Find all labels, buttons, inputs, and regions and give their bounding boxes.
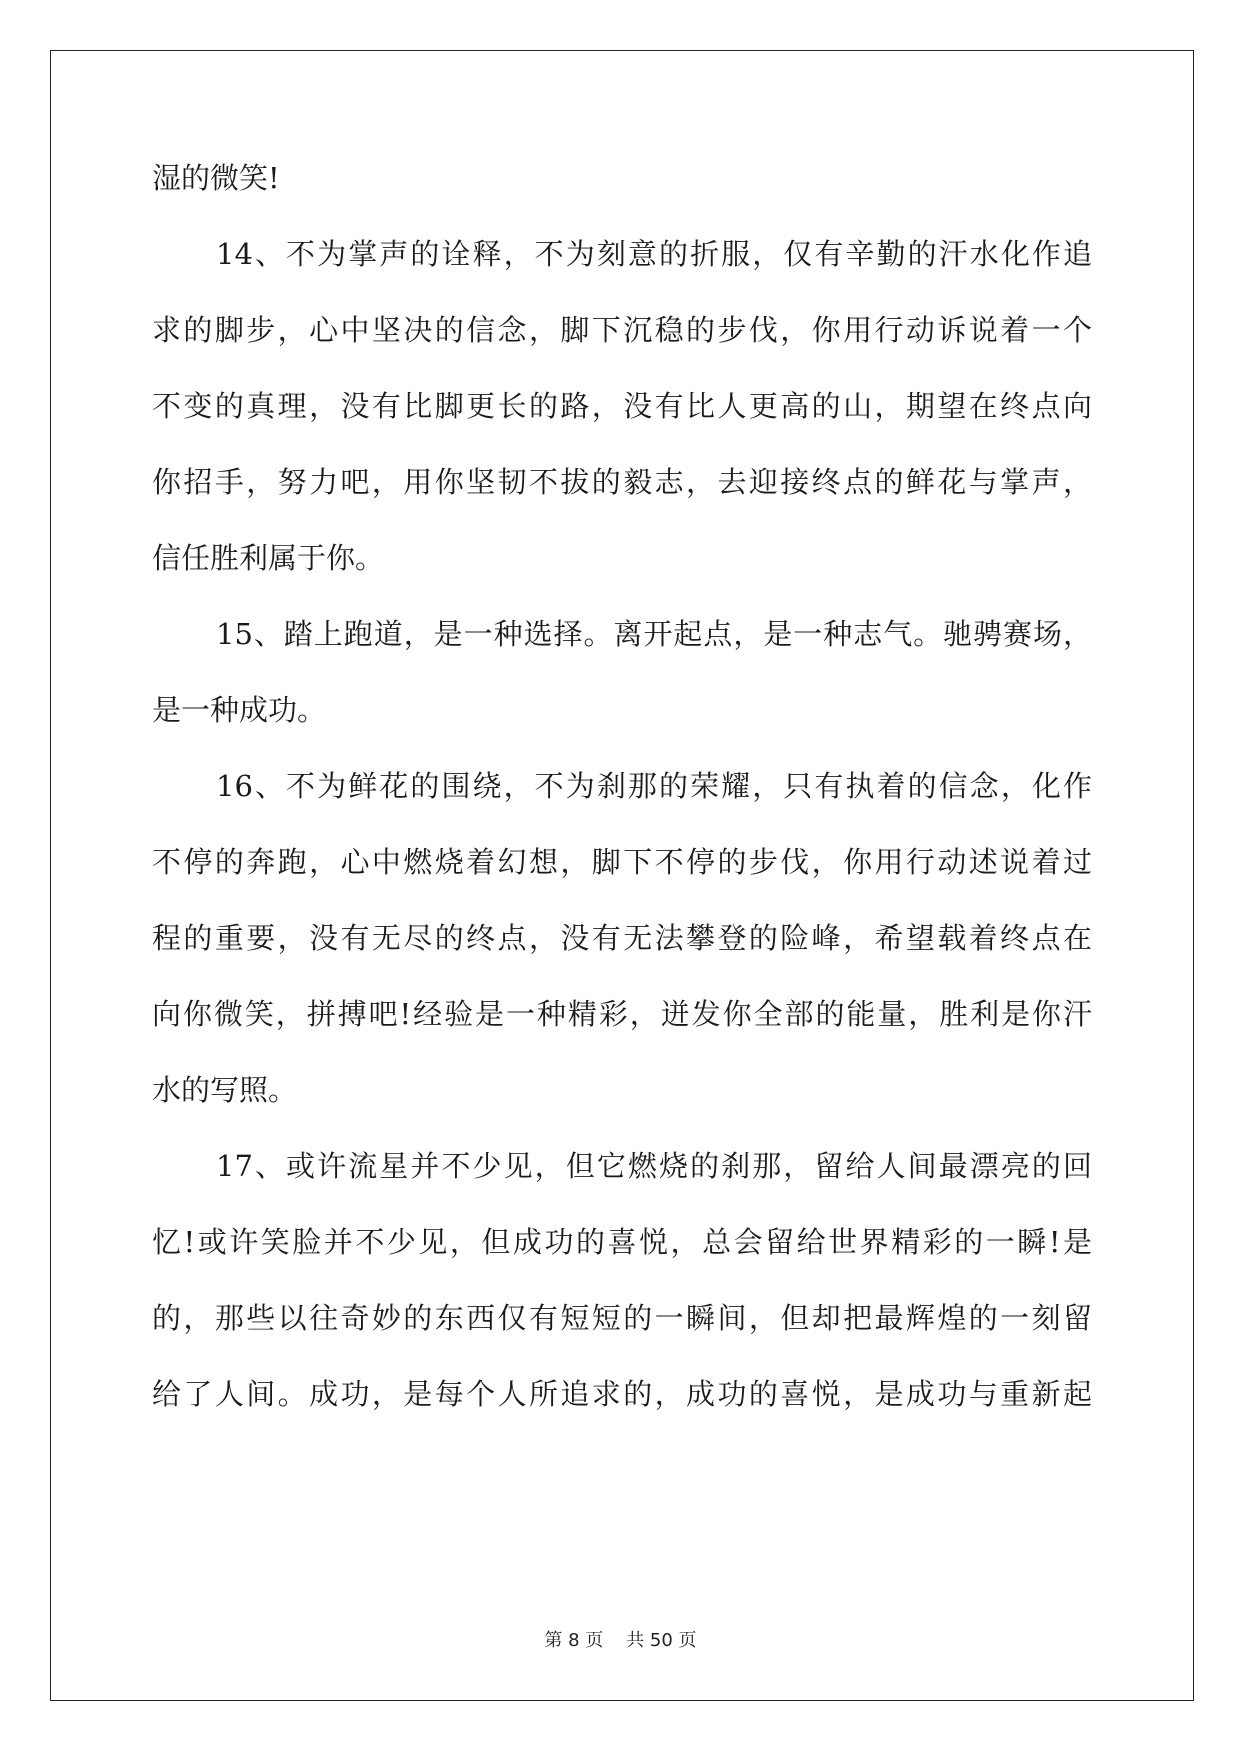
text-line: 给了人间。成功，是每个人所追求的，成功的喜悦，是成功与重新起 <box>152 1377 1092 1411</box>
text-line: 14、不为掌声的诠释，不为刻意的折服，仅有辛勤的汗水化作追 <box>216 237 1092 271</box>
text-line: 忆!或许笑脸并不少见，但成功的喜悦，总会留给世界精彩的一瞬!是 <box>152 1225 1092 1259</box>
text-line: 的，那些以往奇妙的东西仅有短短的一瞬间，但却把最辉煌的一刻留 <box>152 1301 1092 1335</box>
page-footer <box>0 1626 1241 1652</box>
text-line: 水的写照。 <box>152 1073 298 1107</box>
page-number: 第 8 页 共 50 页 <box>544 1630 697 1651</box>
text-line: 16、不为鲜花的围绕，不为刹那的荣耀，只有执着的信念，化作 <box>216 769 1092 803</box>
text-line: 程的重要，没有无尽的终点，没有无法攀登的险峰，希望载着终点在 <box>152 921 1092 955</box>
text-line: 你招手，努力吧，用你坚韧不拔的毅志，去迎接终点的鲜花与掌声， <box>152 465 1092 499</box>
text-line: 15、踏上跑道，是一种选择。离开起点，是一种志气。驰骋赛场， <box>216 617 1092 651</box>
text-line: 不变的真理，没有比脚更长的路，没有比人更高的山，期望在终点向 <box>152 389 1092 423</box>
text-line: 17、或许流星并不少见，但它燃烧的刹那，留给人间最漂亮的回 <box>216 1149 1092 1183</box>
text-line: 求的脚步，心中坚决的信念，脚下沉稳的步伐，你用行动诉说着一个 <box>152 313 1092 347</box>
text-line: 是一种成功。 <box>152 693 327 727</box>
text-line: 湿的微笑! <box>152 161 280 195</box>
text-line: 不停的奔跑，心中燃烧着幻想，脚下不停的步伐，你用行动述说着过 <box>152 845 1092 879</box>
text-line: 信任胜利属于你。 <box>152 541 385 575</box>
text-line: 向你微笑，拼搏吧!经验是一种精彩，迸发你全部的能量，胜利是你汗 <box>152 997 1092 1031</box>
